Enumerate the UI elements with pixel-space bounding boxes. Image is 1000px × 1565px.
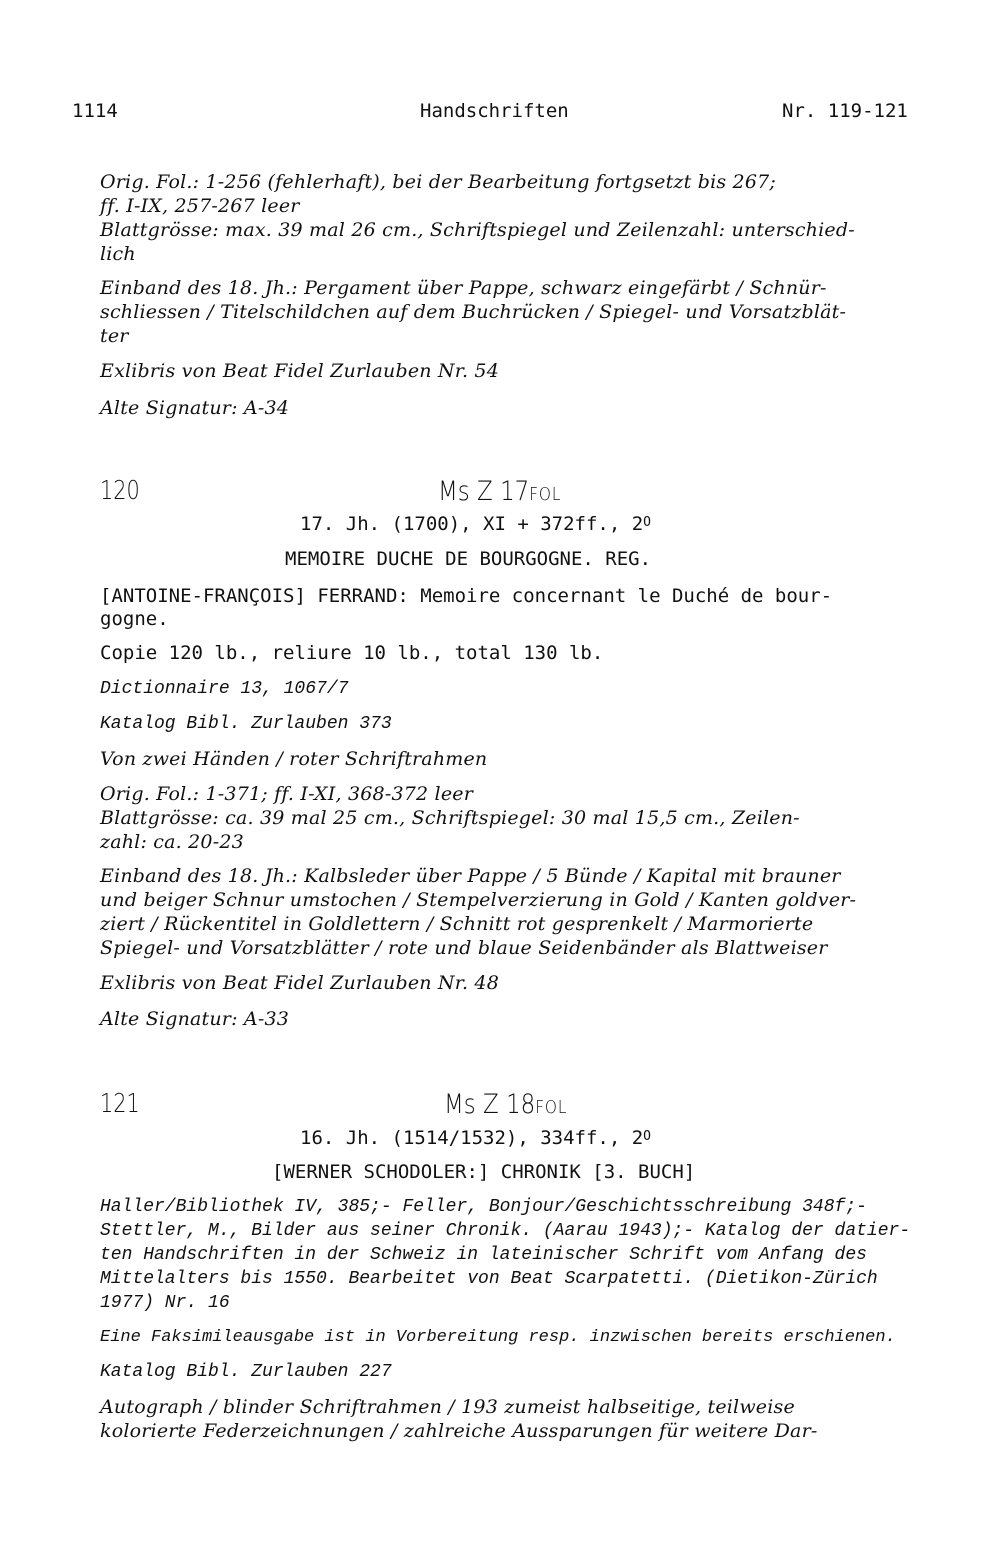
- e119-line: ff. I-IX, 257-267 leer: [100, 195, 300, 217]
- e120-signature: Alte Signatur: A-33: [100, 1008, 290, 1030]
- shelfmark: [444, 1089, 567, 1120]
- reference: 1977) Nr. 16: [100, 1293, 230, 1313]
- format-label: FOL: [529, 484, 562, 505]
- reference: Dictionnaire 13, 1067/7: [100, 679, 349, 699]
- date-text: 17. Jh. (1700), XI + 372ff., 2: [300, 513, 644, 535]
- format-degree: O: [643, 1129, 651, 1144]
- entry-number: 120: [100, 476, 140, 506]
- e119-signature: Alte Signatur: A-34: [100, 397, 290, 419]
- e119-line: lich: [100, 243, 136, 265]
- e119-line: Blattgrösse: max. 39 mal 26 cm., Schriftspiegel und Zeilenzahl: unterschied-: [100, 219, 855, 241]
- shelfmark-text: Ms Z 17: [438, 476, 530, 507]
- e120-line: und beiger Schnur umstochen / Stempelverzierung in Gold / Kanten goldver-: [100, 889, 857, 911]
- price-line: Copie 120 lb., reliure 10 lb., total 130 lb.: [100, 642, 604, 664]
- work-title: [WERNER SCHODOLER:] CHRONIK [3. BUCH]: [272, 1161, 696, 1183]
- e120-line: Blattgrösse: ca. 39 mal 25 cm., Schriftspiegel: 30 mal 15,5 cm., Zeilen-: [100, 807, 800, 829]
- reference: Mittelalters bis 1550. Bearbeitet von Beat Scarpatetti. (Dietikon-Zürich: [100, 1269, 878, 1289]
- e120-line: zahl: ca. 20-23: [100, 831, 244, 853]
- e120-line: ziert / Rückentitel in Goldlettern / Schnitt rot gesprenkelt / Marmorierte: [100, 913, 814, 935]
- e119-line: ter: [100, 325, 129, 347]
- e120-line: Einband des 18. Jh.: Kalbsleder über Pappe / 5 Bünde / Kapital mit brauner: [100, 865, 841, 887]
- section-title: Handschriften: [420, 100, 569, 122]
- e121-line: Autograph / blinder Schriftrahmen / 193 zumeist halbseitige, teilweise: [100, 1396, 795, 1418]
- format-label: FOL: [535, 1097, 568, 1118]
- reference: Katalog Bibl. Zurlauben 227: [100, 1362, 392, 1382]
- reference: Stettler, M., Bilder aus seiner Chronik. (Aarau 1943);- Katalog der datier-: [100, 1221, 911, 1241]
- date-line: [300, 1126, 651, 1153]
- date-line: [300, 512, 651, 539]
- e119-exlibris: Exlibris von Beat Fidel Zurlauben Nr. 54: [100, 360, 500, 382]
- date-text: 16. Jh. (1514/1532), 334ff., 2: [300, 1127, 644, 1149]
- entry-range: Nr. 119-121: [782, 100, 908, 122]
- entry-number: 121: [100, 1089, 140, 1119]
- reference: Haller/Bibliothek IV, 385;- Feller, Bonjour/Geschichtsschreibung 348f;-: [100, 1197, 867, 1217]
- format-degree: O: [643, 515, 651, 530]
- author-line: gogne.: [100, 608, 169, 630]
- reference: ten Handschriften in der Schweiz in lateinischer Schrift vom Anfang des: [100, 1245, 867, 1265]
- reference: Katalog Bibl. Zurlauben 373: [100, 714, 392, 734]
- e120-line: Spiegel- und Vorsatzblätter / rote und blaue Seidenbänder als Blattweiser: [100, 937, 828, 959]
- shelfmark-text: Ms Z 18: [444, 1089, 536, 1120]
- e119-line: Einband des 18. Jh.: Pergament über Pappe, schwarz eingefärbt / Schnür-: [100, 277, 827, 299]
- work-title: MEMOIRE DUCHE DE BOURGOGNE. REG.: [285, 548, 652, 570]
- author-line: [ANTOINE-FRANÇOIS] FERRAND: Memoire concernant le Duché de bour-: [100, 585, 833, 607]
- e119-line: Orig. Fol.: 1-256 (fehlerhaft), bei der Bearbeitung fortgsetzt bis 267;: [100, 171, 777, 193]
- e120-line: Orig. Fol.: 1-371; ff. I-XI, 368-372 leer: [100, 783, 473, 805]
- e120-line: Von zwei Händen / roter Schriftrahmen: [100, 748, 488, 770]
- facsimile-note: Eine Faksimileausgabe ist in Vorbereitung resp. inzwischen bereits erschienen.: [100, 1328, 896, 1347]
- page-number: 1114: [72, 100, 118, 122]
- e120-exlibris: Exlibris von Beat Fidel Zurlauben Nr. 48: [100, 972, 500, 994]
- e121-line: kolorierte Federzeichnungen / zahlreiche Aussparungen für weitere Dar-: [100, 1420, 818, 1442]
- shelfmark: [438, 476, 561, 507]
- e119-line: schliessen / Titelschildchen auf dem Buchrücken / Spiegel- und Vorsatzblät-: [100, 301, 847, 323]
